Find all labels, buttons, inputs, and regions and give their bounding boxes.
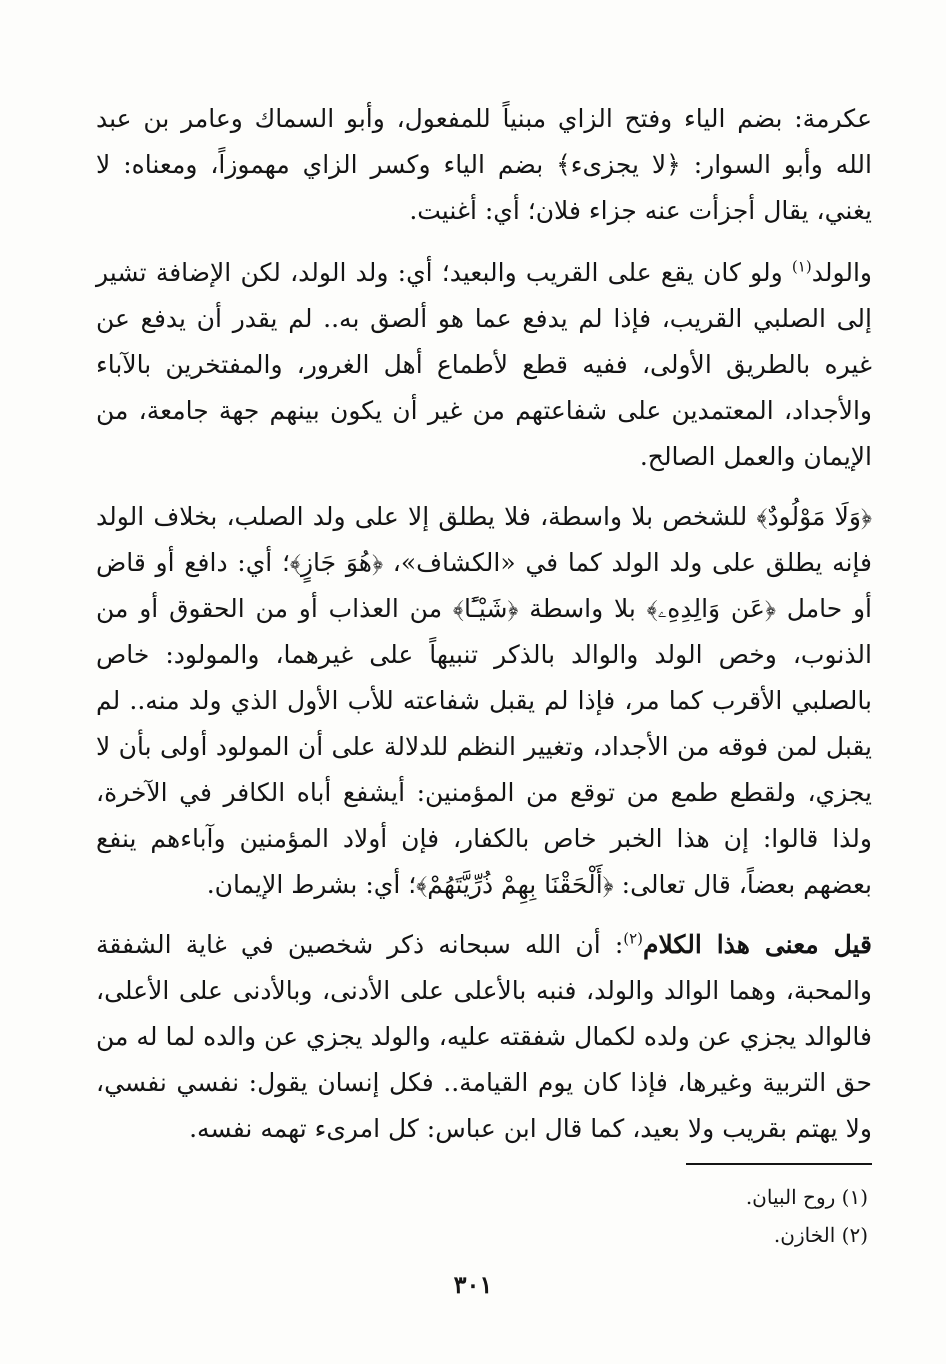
paragraph-3 (96, 494, 872, 908)
paragraph-1-text: عكرمة: بضم الياء وفتح الزاي مبنياً للمفعول، وأبو السماك وعامر بن عبد الله وأبو السوار: ﴿لا يجزىء﴾ بضم الياء وكسر الزاي مهموزاً، ومعناه: لا يغني، يقال أجزأت عنه جزاء فلان؛ أي: أغنيت. (96, 104, 872, 225)
footnote-ref-1: (١) (791, 257, 812, 276)
paragraph-4 (96, 922, 872, 1152)
footnotes (120, 1178, 868, 1254)
footnote-1: (١) روح البيان. (745, 1185, 868, 1209)
footnote-divider (686, 1163, 872, 1165)
footnote-ref-2: (٢) (623, 929, 644, 948)
main-text (96, 96, 872, 1166)
page-number: ٣٠١ (453, 1270, 493, 1299)
paragraph-4-heading: قيل معنى هذا الكلام (643, 930, 872, 959)
paragraph-2-text: ولو كان يقع على القريب والبعيد؛ أي: ولد الولد، لكن الإضافة تشير إلى الصلبي القريب، فإذا لم يدفع عما هو ألصق به.. لم يقدر أن يدفع عن غيره بالطريق الأولى، ففيه قطع لأطماع أهل الغرور، والمفتخرين بالآباء والأجداد، المعتمدين على شفاعتهم من غير أن يكون بينهم جهة جامعة، من الإيمان والعمل الصالح. (96, 258, 872, 471)
paragraph-2 (96, 250, 872, 480)
paragraph-1 (96, 96, 872, 234)
paragraph-3-text: ﴿وَلَا مَوْلُودٌ﴾ للشخص بلا واسطة، فلا يطلق إلا على ولد الصلب، بخلاف الولد فإنه يطلق على ولد الولد كما في «الكشاف»، ﴿هُوَ جَازٍ﴾؛ أي: دافع أو قاض أو حامل ﴿عَن وَالِدِهِۦ﴾ بلا واسطة ﴿شَيْـًٔا﴾ من العذاب أو من الحقوق أو من الذنوب، وخص الولد والوالد بالذكر تنبيهاً على غيرهما، والمولود: خاص بالصلبي الأقرب كما مر، فإذا لم يقبل شفاعته للأب الأول الذي ولد منه.. لم يقبل لمن فوقه من الأجداد، وتغيير النظم للدلالة على أن المولود أولى بأن لا يجزي، ولقطع طمع من توقع من المؤمنين: أيشفع أباه الكافر في الآخرة، ولذا قالوا: إن هذا الخبر خاص بالكفار، فإن أولاد المؤمنين وآباءهم ينفع بعضهم بعضاً، قال تعالى: ﴿أَلْحَقْنَا بِهِمْ ذُرِّيَّتَهُمْ﴾؛ أي: بشرط الإيمان. (96, 502, 872, 899)
footnote-2: (٢) الخازن. (773, 1223, 868, 1247)
paragraph-4-text: : أن الله سبحانه ذكر شخصين في غاية الشفقة والمحبة، وهما الوالد والولد، فنبه بالأعلى على الأدنى، وبالأدنى على الأعلى، فالوالد يجزي عن ولده لكمال شفقته عليه، والولد يجزي عن والده لما له من حق التربية وغيرها، فإذا كان يوم القيامة.. فكل إنسان يقول: نفسي نفسي، ولا يهتم بقريب ولا بعيد، كما قال ابن عباس: كل امرىء تهمه نفسه. (96, 930, 872, 1143)
paragraph-2-lead: والولد (811, 258, 872, 287)
